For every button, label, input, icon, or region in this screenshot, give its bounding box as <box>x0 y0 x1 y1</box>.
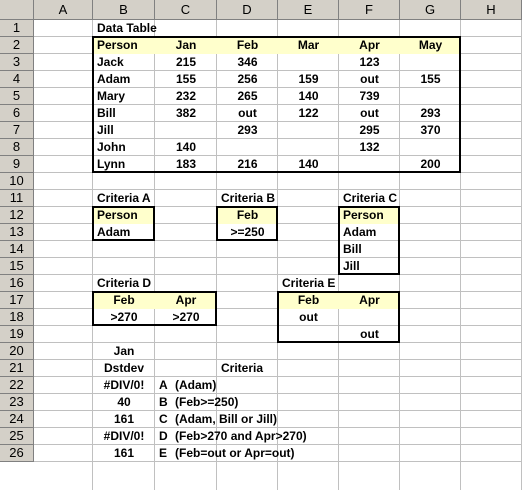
criteria-b-border <box>216 206 278 241</box>
data-table-header-jan: Jan <box>175 38 197 52</box>
data-table-cell: 155 <box>175 72 197 86</box>
result-letter: E <box>159 446 168 460</box>
criteria-d-value: >270 <box>110 310 138 324</box>
criteria-e-value: out <box>299 310 318 324</box>
data-table-person: Lynn <box>97 157 126 171</box>
data-table-cell: 216 <box>237 157 258 171</box>
data-table-cell: 200 <box>420 157 441 171</box>
result-label-jan: Jan <box>113 344 135 358</box>
column-header-f[interactable]: F <box>339 0 400 20</box>
gridline-horizontal <box>34 257 522 258</box>
criteria-c-value: Adam <box>343 225 377 239</box>
result-description: (Feb=out or Apr=out) <box>175 446 295 460</box>
row-header-14[interactable]: 14 <box>0 241 34 258</box>
data-table-cell: 140 <box>175 140 197 154</box>
result-description: (Feb>270 and Apr>270) <box>175 429 307 443</box>
data-table-cell: 295 <box>359 123 380 137</box>
criteria-b-value: >=250 <box>230 225 265 239</box>
row-header-16[interactable]: 16 <box>0 275 34 292</box>
column-header-d[interactable]: D <box>217 0 278 20</box>
row-header-22[interactable]: 22 <box>0 377 34 394</box>
row-header-7[interactable]: 7 <box>0 122 34 139</box>
data-table-cell: 382 <box>175 106 197 120</box>
column-header-g[interactable]: G <box>400 0 461 20</box>
criteria-d-header-feb: Feb <box>113 293 135 307</box>
data-table-cell: out <box>360 72 379 86</box>
result-letter: D <box>159 429 168 443</box>
criteria-c-value: Bill <box>343 242 362 256</box>
data-table-cell: 155 <box>420 72 441 86</box>
column-header-c[interactable]: C <box>155 0 217 20</box>
data-table-header-feb: Feb <box>236 38 259 52</box>
criteria-c-title: Criteria C <box>343 191 398 205</box>
row-header-20[interactable]: 20 <box>0 343 34 360</box>
data-table-border <box>92 36 461 173</box>
criteria-a-title: Criteria A <box>97 191 151 205</box>
criteria-b-title: Criteria B <box>221 191 276 205</box>
criteria-e-border <box>277 291 400 343</box>
data-table-cell: 370 <box>420 123 441 137</box>
criteria-c-header: Person <box>343 208 384 222</box>
row-header-10[interactable]: 10 <box>0 173 34 190</box>
data-table-cell: 122 <box>298 106 319 120</box>
data-table-header-apr: Apr <box>359 38 380 52</box>
criteria-e-value: out <box>360 327 379 341</box>
column-header-e[interactable]: E <box>278 0 339 20</box>
row-header-15[interactable]: 15 <box>0 258 34 275</box>
result-description: (Adam, Bill or Jill) <box>175 412 278 426</box>
result-value: #DIV/0! <box>103 429 145 443</box>
data-table-cell: 140 <box>298 157 319 171</box>
row-header-26[interactable]: 26 <box>0 445 34 462</box>
data-table-person: Adam <box>97 72 131 86</box>
row-header-8[interactable]: 8 <box>0 139 34 156</box>
result-label-dstdev: Dstdev <box>103 361 144 375</box>
row-header-25[interactable]: 25 <box>0 428 34 445</box>
criteria-e-title: Criteria E <box>282 276 336 290</box>
data-table-header-may: May <box>418 38 443 52</box>
result-description: (Feb>=250) <box>175 395 239 409</box>
data-table-cell: 132 <box>359 140 380 154</box>
data-table-person: Jill <box>97 123 114 137</box>
row-header-2[interactable]: 2 <box>0 37 34 54</box>
data-table-cell: 232 <box>175 89 197 103</box>
row-header-4[interactable]: 4 <box>0 71 34 88</box>
result-letter: B <box>159 395 168 409</box>
data-table-person: John <box>97 140 126 154</box>
criteria-e-header-apr: Apr <box>359 293 380 307</box>
row-header-17[interactable]: 17 <box>0 292 34 309</box>
column-header-b[interactable]: B <box>93 0 155 20</box>
criteria-a-value: Adam <box>97 225 131 239</box>
data-table-cell: out <box>238 106 257 120</box>
data-table-cell: 183 <box>175 157 197 171</box>
data-table-cell: 265 <box>237 89 258 103</box>
result-letter: A <box>159 378 168 392</box>
data-table-cell: 123 <box>359 55 380 69</box>
row-header-13[interactable]: 13 <box>0 224 34 241</box>
data-table-cell: 256 <box>237 72 258 86</box>
row-header-6[interactable]: 6 <box>0 105 34 122</box>
data-table-cell: 293 <box>237 123 258 137</box>
data-table-cell: 140 <box>298 89 319 103</box>
row-header-19[interactable]: 19 <box>0 326 34 343</box>
column-header-h[interactable]: H <box>461 0 522 20</box>
criteria-d-value: >270 <box>172 310 200 324</box>
data-table-header-mar: Mar <box>297 38 320 52</box>
data-table-person: Mary <box>97 89 126 103</box>
criteria-d-title: Criteria D <box>97 276 152 290</box>
criteria-a-border <box>92 206 155 241</box>
criteria-c-value: Jill <box>343 259 360 273</box>
result-description: (Adam) <box>175 378 217 392</box>
criteria-d-header-apr: Apr <box>175 293 197 307</box>
result-letter: C <box>159 412 168 426</box>
data-table-cell: 293 <box>420 106 441 120</box>
data-table-cell: 739 <box>359 89 380 103</box>
data-table-cell: out <box>360 106 379 120</box>
row-header-24[interactable]: 24 <box>0 411 34 428</box>
row-header-5[interactable]: 5 <box>0 88 34 105</box>
row-header-3[interactable]: 3 <box>0 54 34 71</box>
criteria-d-border <box>92 291 217 326</box>
data-table-title: Data Table <box>97 21 157 35</box>
data-table-cell: 215 <box>175 55 197 69</box>
criteria-e-header-feb: Feb <box>297 293 320 307</box>
criteria-b-header: Feb <box>236 208 259 222</box>
criteria-a-header: Person <box>97 208 138 222</box>
data-table-header-person: Person <box>97 38 138 52</box>
data-table-person: Bill <box>97 106 116 120</box>
row-header-23[interactable]: 23 <box>0 394 34 411</box>
result-value: 161 <box>113 412 135 426</box>
row-header-18[interactable]: 18 <box>0 309 34 326</box>
row-header-12[interactable]: 12 <box>0 207 34 224</box>
row-header-21[interactable]: 21 <box>0 360 34 377</box>
select-all-corner[interactable] <box>0 0 34 20</box>
data-table-person: Jack <box>97 55 124 69</box>
result-value: 40 <box>117 395 131 409</box>
data-table-cell: 346 <box>237 55 258 69</box>
criteria-c-border <box>338 206 400 275</box>
result-criteria-label: Criteria <box>221 361 264 375</box>
row-header-11[interactable]: 11 <box>0 190 34 207</box>
result-value: 161 <box>113 446 135 460</box>
column-header-a[interactable]: A <box>34 0 93 20</box>
row-header-1[interactable]: 1 <box>0 20 34 37</box>
row-header-9[interactable]: 9 <box>0 156 34 173</box>
data-table-cell: 159 <box>298 72 319 86</box>
result-value: #DIV/0! <box>103 378 145 392</box>
